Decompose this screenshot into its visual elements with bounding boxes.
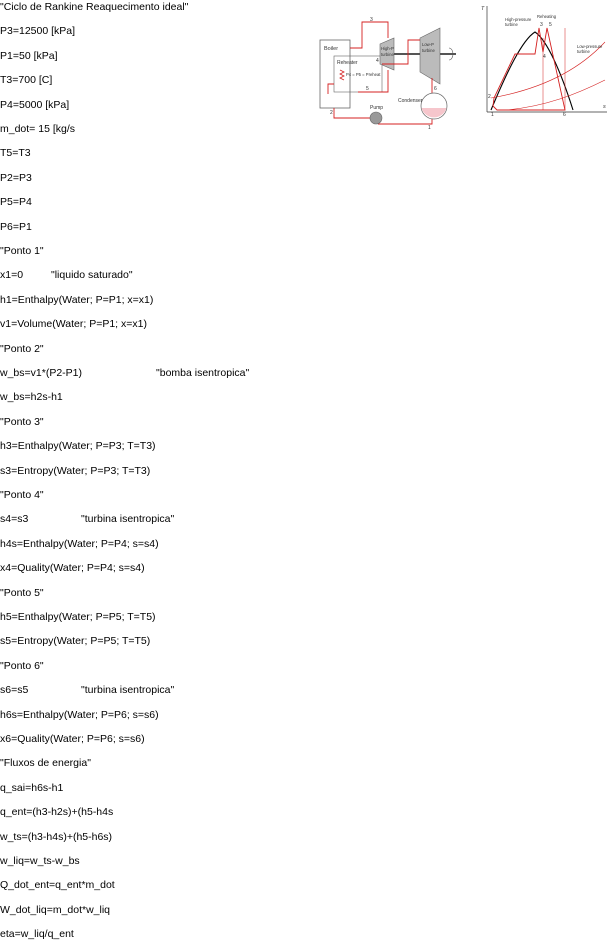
hp-turbine-label-1: High-P <box>381 46 394 51</box>
code-line <box>0 928 74 940</box>
condenser-label: Condenser <box>398 98 423 104</box>
code-text: "Ponto 2" <box>0 342 44 355</box>
code-line <box>0 806 113 818</box>
code-comment: "liquido saturado" <box>51 269 133 282</box>
code-line <box>0 635 150 647</box>
code-line <box>0 221 32 233</box>
code-line <box>0 855 80 867</box>
reheating-label: Reheating <box>537 14 557 19</box>
ts-state-3: 3 <box>540 22 543 28</box>
state-4: 4 <box>376 58 379 64</box>
code-text: s6=s5 <box>0 684 29 697</box>
code-text: w_bs=h2s-h1 <box>0 391 63 404</box>
code-line <box>0 587 44 599</box>
code-line <box>0 1 188 13</box>
code-line <box>0 123 75 135</box>
isobar-low <box>507 80 605 110</box>
code-text: T3=700 [C] <box>0 74 53 87</box>
code-line <box>0 416 44 428</box>
code-line <box>0 196 32 208</box>
code-comment: "turbina isentropica" <box>81 684 175 697</box>
t-axis-label: T <box>481 6 485 12</box>
code-text: h6s=Enthalpy(Water; P=P6; s=s6) <box>0 708 159 721</box>
code-text: "Ciclo de Rankine Reaquecimento ideal" <box>0 1 189 13</box>
code-text: W_dot_liq=m_dot*w_liq <box>0 903 111 916</box>
lp-turbine-label-1: Low-pressure <box>577 44 603 49</box>
code-line <box>0 465 150 477</box>
code-text: "Fluxos de energia" <box>0 757 91 770</box>
code-line <box>0 74 52 86</box>
code-text: h1=Enthalpy(Water; P=P1; x=x1) <box>0 293 154 306</box>
code-text: h4s=Enthalpy(Water; P=P4; s=s4) <box>0 537 159 550</box>
s-axis-label: s <box>603 104 606 110</box>
hp-turbine-label-2: turbine <box>505 22 518 27</box>
code-text: P5=P4 <box>0 196 32 209</box>
code-line <box>0 757 91 769</box>
code-line <box>0 611 156 623</box>
code-text: P4=5000 [kPa] <box>0 98 70 111</box>
pipe-pump-to-boiler <box>334 108 370 118</box>
code-text: "Ponto 4" <box>0 489 44 501</box>
code-text: Q_dot_ent=q_ent*m_dot <box>0 879 115 892</box>
code-text: P2=P3 <box>0 171 32 184</box>
hp-turbine-label-1: High-pressure <box>505 17 532 22</box>
pump-label: Pump <box>370 105 384 111</box>
ts-diagram <box>477 2 611 118</box>
code-text: s3=Entropy(Water; P=P3; T=T3) <box>0 464 151 477</box>
code-line <box>0 343 44 355</box>
ts-state-1: 1 <box>491 112 494 118</box>
code-text: "Ponto 3" <box>0 415 44 428</box>
code-line <box>0 25 75 37</box>
state-5: 5 <box>366 86 369 92</box>
rankine-reheat-schematic <box>318 14 460 130</box>
code-comment: "turbina isentropica" <box>81 513 175 526</box>
ts-state-5: 5 <box>549 22 552 28</box>
pressure-relation: P4 = P5 = Preheat <box>346 72 381 77</box>
code-text: s4=s3 <box>0 513 29 526</box>
state-6: 6 <box>434 86 437 92</box>
code-line <box>0 367 250 379</box>
code-text: x4=Quality(Water; P=P4; s=s4) <box>0 562 145 575</box>
code-line <box>0 733 145 745</box>
code-line <box>0 513 175 526</box>
ts-state-6: 6 <box>563 112 566 118</box>
boiler-label: Boiler <box>324 46 339 52</box>
code-text: x6=Quality(Water; P=P6; s=s6) <box>0 733 145 745</box>
code-text: s5=Entropy(Water; P=P5; T=T5) <box>0 635 151 648</box>
code-line <box>0 172 32 184</box>
code-text: v1=Volume(Water; P=P1; x=x1) <box>0 318 147 331</box>
code-text: "Ponto 5" <box>0 586 44 599</box>
code-line <box>0 660 44 672</box>
code-text: "Ponto 6" <box>0 659 44 672</box>
code-text: T5=T3 <box>0 147 31 160</box>
code-text: P1=50 [kPa] <box>0 49 58 62</box>
code-text: h5=Enthalpy(Water; P=P5; T=T5) <box>0 611 156 623</box>
code-text: w_liq=w_ts-w_bs <box>0 855 80 867</box>
code-line <box>0 562 145 574</box>
lp-turbine-label-1: Low-P <box>422 42 434 47</box>
code-line <box>0 318 147 330</box>
code-line <box>0 709 159 721</box>
code-text: eta=w_liq/q_ent <box>0 928 74 940</box>
ts-state-2: 2 <box>488 94 491 100</box>
state-1: 1 <box>428 125 431 130</box>
saturation-dome <box>491 32 573 110</box>
code-text: P6=P1 <box>0 220 32 233</box>
code-line <box>0 782 63 794</box>
code-text: x1=0 <box>0 269 24 282</box>
code-text: "Ponto 1" <box>0 245 44 257</box>
code-line <box>0 245 44 257</box>
reheat-cycle-path <box>493 28 565 110</box>
code-text: q_sai=h6s-h1 <box>0 781 64 794</box>
code-line <box>0 147 31 159</box>
lp-turbine-icon <box>420 28 440 84</box>
code-text: q_ent=(h3-h2s)+(h5-h4s <box>0 806 114 819</box>
state-3: 3 <box>370 17 373 23</box>
code-text: P3=12500 [kPa] <box>0 25 76 38</box>
pipe-condenser-to-pump <box>378 118 432 124</box>
code-text: w_bs=v1*(P2-P1) <box>0 367 82 379</box>
ts-state-4: 4 <box>543 54 546 60</box>
code-line <box>0 831 112 843</box>
code-line <box>0 269 133 282</box>
code-comment: "bomba isentropica" <box>156 367 250 379</box>
hp-turbine-label-2: turbine <box>381 52 394 57</box>
code-line <box>0 879 115 891</box>
state-2: 2 <box>330 110 333 116</box>
code-line <box>0 391 63 403</box>
pump-icon <box>370 112 382 124</box>
code-text: h3=Enthalpy(Water; P=P3; T=T3) <box>0 440 156 453</box>
code-line <box>0 538 159 550</box>
code-line <box>0 50 58 62</box>
code-line <box>0 294 153 306</box>
code-text: w_ts=(h3-h4s)+(h5-h6s) <box>0 830 113 843</box>
reheater-label: Reheater <box>337 60 358 66</box>
code-line <box>0 904 110 916</box>
code-line <box>0 99 69 111</box>
code-line <box>0 489 44 501</box>
lp-turbine-label-2: turbine <box>422 48 435 53</box>
lp-turbine-label-2: turbine <box>577 49 590 54</box>
code-line <box>0 684 175 697</box>
code-line <box>0 440 156 452</box>
code-text: m_dot= 15 [kg/s <box>0 123 76 135</box>
